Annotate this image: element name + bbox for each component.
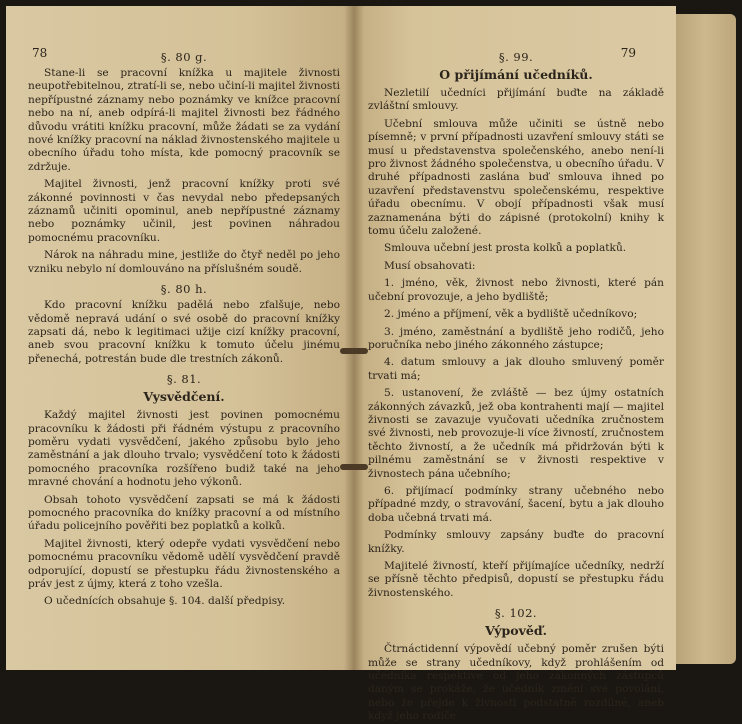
paragraph: O učednících obsahuje §. 104. další předpisy. [44,595,286,608]
section-title: Výpověď. [485,623,547,639]
binding-stitch [340,348,368,354]
paragraph: Nárok na náhradu mine, jestliže do čtyř neděl po jeho vzniku nebylo ní domlouváno na příslušném soudě. [28,249,340,275]
paragraph: 4. datum smlouvy a jak dlouho smluvený poměr trvati má; [368,356,664,382]
section-title: Vysvědčení. [143,389,225,405]
paragraph: Majitelé živností, kteří přijímajíce učedníky, nedrží se přísně těchto předpisů, dopustí se přestupku řádu živnostenského. [368,560,664,599]
paragraph: Majitel živnosti, který odepře vydati vysvědčení nebo pomocnému pracovníku vědomě udělí vysvědčení pravdě odporující, dopustí se přestupku řádu živnostenského a práv jest z újmy, která z toho vzešla. [28,537,340,590]
page-stack-edge [674,14,736,664]
left-page [6,6,354,670]
left-page-body [28,50,340,609]
section-title: O přijímání učedníků. [439,67,593,82]
section-heading: §. 80 g. [160,50,208,64]
paragraph: Učební smlouva může učiniti se ústně nebo písemně; v první případnosti uzavření smlouvy státi se musí u představenstva společenského, anebo není-li pro živnost žádného společenstva, u obecního úřadu. V druhé případnosti zaslána buď smlouva ihned po uzavření představenstvu společenskému, respektive úřadu obecnímu. V obojí případnosti však musí zaznamenána býti do zápisné (protokolní) knihy k tomu účelu založené. [368,117,664,238]
paragraph: 6. přijímací podmínky strany učebného nebo případné mzdy, o stravování, šacení, bytu a jak dlouho doba učebná trvati má. [368,484,664,524]
book-gutter [344,6,364,670]
paragraph: 5. ustanovení, že zvláště — bez újmy ostatních zákonných závazků, jež oba kontrahenti mají — majitel živnosti se zavazuje vyučovati učedníka zručnostem své živnosti, neb provozuje-li více živností, zručnostem těchto živností, a že učedník má přidržován býti k pilnému zaměstnání se v živnosti respektive v živnostech pána učebního; [368,387,664,480]
paragraph: 3. jméno, zaměstnání a bydliště jeho rodičů, jeho poručníka nebo jiného zákonného zástupce; [368,325,664,351]
paragraph: Smlouva učební jest prosta kolků a poplatků. [384,242,627,255]
page-number-right: 79 [620,46,636,60]
section-heading: §. 81. [166,372,202,387]
right-page-body [368,50,664,724]
section-heading: §. 80 h. [160,282,208,297]
page-number-left: 78 [32,46,48,60]
right-page [354,6,676,723]
paragraph: Čtrnáctidenní výpovědí učebný poměr zrušen býti může se strany učedníkovy, když prohlášením od učedníka respektive od jeho zákonných zástupců daným se prokáže, že učedník změní své povolání, nebo že přejde k živnosti podstatně rozdílné, aneb když jeho rodiče [368,643,664,723]
paragraph: Kdo pracovní knížku padělá nebo zfalšuje, nebo vědomě nepravá udání o své osobě do pracovní knížky zapsati dá, nebo k legitimaci užije cizí knížky pracovní, aneb svou pracovní knížku k tomuto účelu jinému přenechá, potrestán bude dle trestních zákonů. [28,299,340,365]
paragraph: Majitel živnosti, jenž pracovní knížky proti své zákonné povinnosti v čas nevydal nebo předepsaných záznamů učiniti opominul, aneb nepřípustné záznamy nebo poznámky učinil, jest povinen náhradou pomocnému pracovníku. [28,178,340,244]
paragraph: Obsah tohoto vysvědčení zapsati se má k žádosti pomocného pracovníka do knížky pracovní a od místního úřadu policejního pověřiti bez poplatků a kolků. [28,493,340,533]
paragraph: Musí obsahovati: [384,259,476,272]
paragraph: Stane-li se pracovní knížka u majitele živnosti neupotřebitelnou, ztratí-li se, nebo učiní-li majitel živnosti nepřípustné záznamy nebo poznámky ve knížce pracovní nebo na ní, aneb odpírá-li majitel živnosti bez řádného důvodu vrátiti knížku pracovní, může žádati se za vydání nové knížky pracovní na náklad živnostenského majitele u obecního úřadu toho místa, kde pomocný pracovník se zdržuje. [28,67,340,173]
paragraph: 1. jméno, věk, živnost nebo živnosti, které pán učební provozuje, a jeho bydliště; [368,277,664,303]
open-booklet [6,6,738,723]
paragraph: Každý majitel živnosti jest povinen pomocnému pracovníku k žádosti při řádném výstupu z pracovního poměru vydati vysvědčení, jakého způsobu bylo jeho zaměstnání a jak dlouho trvalo; vysvědčení toto k žádosti pomocného pracovníka rozšířeno budiž také na jeho mravné chování a hodnotu jeho výkonů. [28,409,340,489]
section-heading: §. 102. [494,606,538,621]
paragraph: Nezletilí učedníci přijímání buďte na základě zvláštní smlouvy. [368,87,664,113]
paragraph: 2. jméno a příjmení, věk a bydliště učedníkovo; [384,308,638,321]
section-heading: §. 99. [498,50,534,64]
paragraph: Podmínky smlouvy zapsány buďte do pracovní knížky. [368,529,664,555]
binding-stitch [340,464,368,470]
